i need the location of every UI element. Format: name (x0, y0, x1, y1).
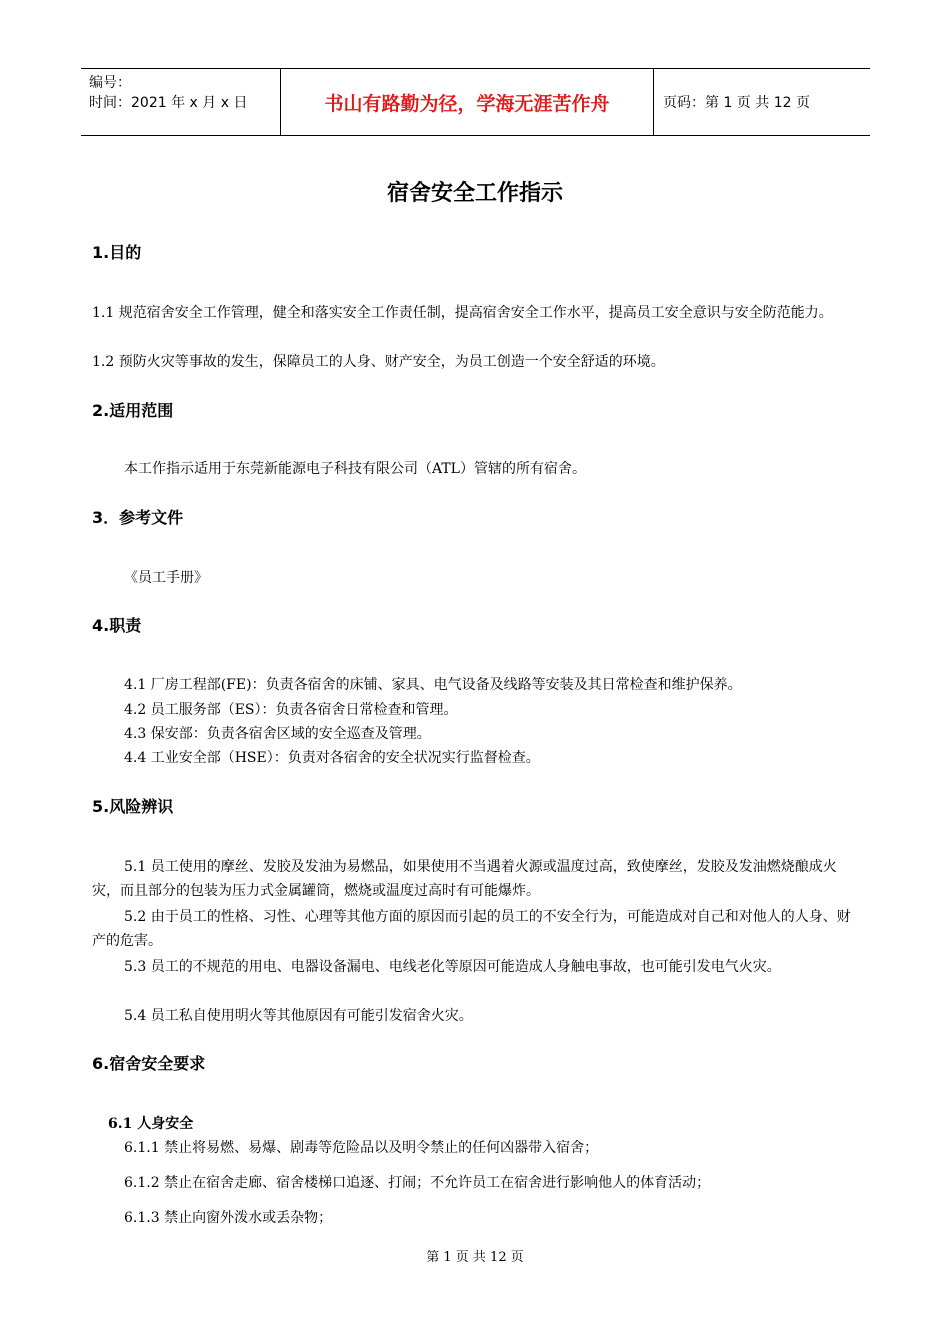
document-title: 宿舍安全工作指示 (386, 181, 563, 206)
section-1-heading: 1.目的 (92, 243, 142, 262)
header-motto: 书山有路勤为径，学海无涯苦作舟 (281, 69, 654, 135)
section-4-item: 4.4 工业安全部（HSE）：负责对各宿舍的安全状况实行监督检查。 (124, 750, 540, 766)
section-6-1-heading: 6.1 人身安全 (108, 1116, 194, 1132)
section-4-item: 4.1 厂房工程部(FE)：负责各宿舍的床铺、家具、电气设备及线路等安装及其日常检查和维护保养。 (124, 677, 742, 693)
section-5-item: 5.4 员工私自使用明火等其他原因有可能引发宿舍火灾。 (124, 1008, 473, 1024)
section-6-item: 6.1.3 禁止向窗外泼水或丢杂物； (124, 1210, 333, 1226)
section-1-paragraph-1: 1.1 规范宿舍安全工作管理，健全和落实安全工作责任制，提高宿舍安全工作水平，提高员工安全意识与安全防范能力。 (92, 305, 833, 321)
section-5-item: 5.3 员工的不规范的用电、电器设备漏电、电线老化等原因可能造成人身触电事故，也可能引发电气火灾。 (124, 959, 781, 975)
header-info-cell (81, 69, 281, 135)
document-number-label: 编号： (89, 75, 131, 91)
page-header (81, 68, 870, 136)
section-4-heading: 4.职责 (92, 616, 142, 635)
section-6-heading: 6.宿舍安全要求 (92, 1054, 206, 1073)
section-6-item: 6.1.2 禁止在宿舍走廊、宿舍楼梯口追逐、打闹；不允许员工在宿舍进行影响他人的体育活动； (124, 1175, 711, 1191)
section-6-item: 6.1.1 禁止将易燃、易爆、剧毒等危险品以及明令禁止的任何凶器带入宿舍； (124, 1140, 599, 1156)
section-3-heading: 3．参考文件 (92, 508, 184, 527)
section-2-heading: 2.适用范围 (92, 401, 174, 420)
section-1-paragraph-2: 1.2 预防火灾等事故的发生，保障员工的人身、财产安全，为员工创造一个安全舒适的环境。 (92, 354, 665, 370)
section-5-heading: 5.风险辨识 (92, 797, 174, 816)
section-2-paragraph: 本工作指示适用于东莞新能源电子科技有限公司（ATL）管辖的所有宿舍。 (124, 461, 586, 477)
header-page-label: 页码：第 1 页 共 12 页 (663, 95, 810, 111)
section-5-item: 5.2 由于员工的性格、习性、心理等其他方面的原因而引起的员工的不安全行为，可能造成对自己和对他人的人身、财产的危害。 (92, 909, 851, 949)
section-5-item: 5.1 员工使用的摩丝、发胶及发油为易燃品，如果使用不当遇着火源或温度过高，致使摩丝，发胶及发油燃烧酿成火灾，而且部分的包装为压力式金属罐筒，燃烧或温度过高时有可能爆炸。 (92, 859, 837, 899)
document-time-label: 时间：2021 年 x 月 x 日 (89, 95, 248, 111)
page-footer: 第 1 页 共 12 页 (426, 1250, 524, 1265)
section-4-item: 4.2 员工服务部（ES）：负责各宿舍日常检查和管理。 (124, 702, 458, 718)
section-3-paragraph: 《员工手册》 (124, 570, 208, 586)
section-4-item: 4.3 保安部：负责各宿舍区域的安全巡查及管理。 (124, 726, 431, 742)
